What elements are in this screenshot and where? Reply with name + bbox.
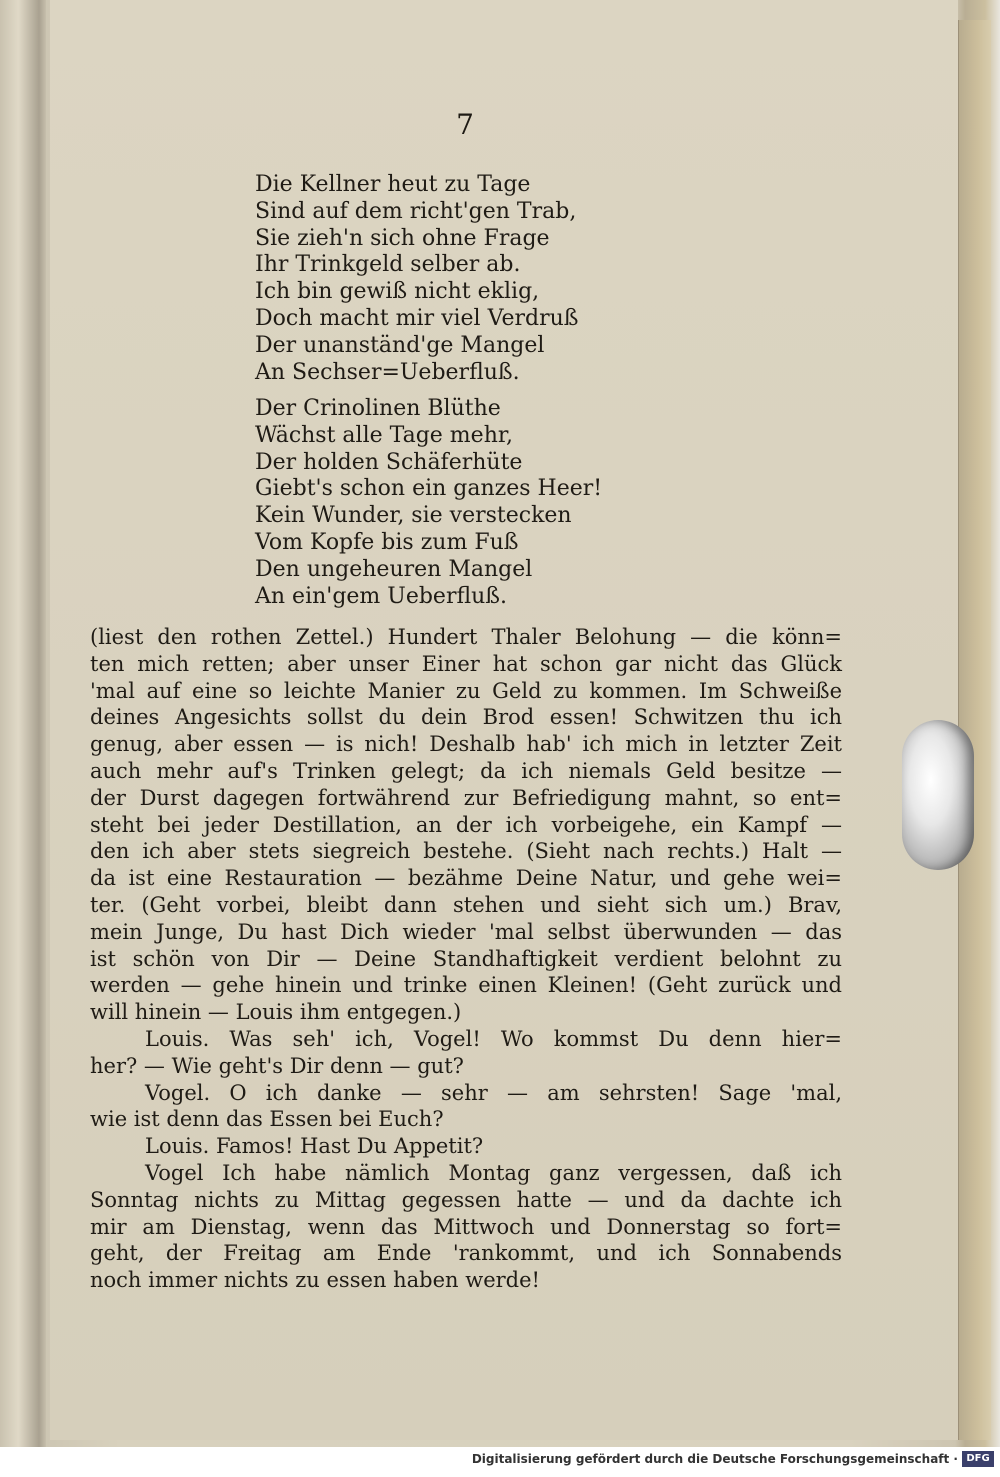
page-number: 7: [456, 108, 474, 141]
paper-clip: [902, 720, 974, 870]
prose-block: [90, 624, 842, 1294]
prose-line: 'mal auf eine so leichte Manier zu Geld zu kommen. Im Schweiße: [90, 678, 842, 703]
dialogue-line: Louis. Was seh' ich, Vogel! Wo kommst Du denn hier=: [145, 1026, 842, 1051]
verse-stanza-2: [255, 396, 675, 610]
prose-line: wie ist denn das Essen bei Euch?: [90, 1107, 444, 1132]
prose-line: den ich aber stets siegreich bestehe. (Sieht nach rechts.) Halt —: [90, 839, 842, 864]
prose-line: mir am Dienstag, wenn das Mittwoch und Donnerstag so fort=: [90, 1214, 842, 1239]
verse-line: Der Crinolinen Blüthe: [255, 396, 501, 421]
dialogue-line: Louis. Famos! Hast Du Appetit?: [145, 1134, 484, 1159]
verse-line: Sind auf dem richt'gen Trab,: [255, 198, 577, 224]
prose-line: da ist eine Restauration — bezähme Deine Natur, und gehe wei=: [90, 866, 842, 891]
prose-line: mein Junge, Du hast Dich wieder 'mal selbst überwunden — das: [90, 919, 842, 944]
verse-line: An ein'gem Ueberfluß.: [255, 583, 507, 609]
verse-line: Ich bin gewiß nicht eklig,: [255, 279, 540, 305]
funding-credit: Digitalisierung gefördert durch die Deutsche Forschungsgemeinschaft ·: [471, 1452, 958, 1466]
verse-line: An Sechser=Ueberfluß.: [255, 359, 520, 385]
prose-line: ist schön von Dir — Deine Standhaftigkeit verdient belohnt zu: [90, 946, 842, 971]
verse-line: Den ungeheuren Mangel: [255, 556, 533, 582]
prose-line: noch immer nichts zu essen haben werde!: [90, 1268, 540, 1293]
verse-line: Ihr Trinkgeld selber ab.: [255, 252, 521, 278]
dfg-logo: DFG: [962, 1451, 994, 1467]
verse-line: Doch macht mir viel Verdruß: [255, 305, 579, 331]
verse-line: Wächst alle Tage mehr,: [255, 422, 513, 448]
verse-stanza-1: [255, 172, 675, 386]
left-page-gutter: [0, 0, 46, 1477]
verse-line: Sie zieh'n sich ohne Frage: [255, 225, 550, 251]
dialogue-line: Vogel Ich habe nämlich Montag ganz vergessen, daß ich: [145, 1160, 842, 1185]
prose-line: Sonntag nichts zu Mittag gegessen hatte — und da dachte ich: [90, 1187, 842, 1212]
prose-line: will hinein — Louis ihm entgegen.): [90, 1000, 462, 1025]
verse-line: Der unanständ'ge Mangel: [255, 332, 545, 358]
prose-line: (liest den rothen Zettel.) Hundert Thaler Belohung — die könn=: [90, 625, 842, 649]
prose-line: auch mehr auf's Trinken gelegt; da ich niemals Geld besitze —: [90, 758, 842, 783]
prose-line: genug, aber essen — is nich! Deshalb hab' ich mich in letzter Zeit: [90, 732, 842, 757]
verse-line: Der holden Schäferhüte: [255, 449, 523, 475]
verse-line: Kein Wunder, sie verstecken: [255, 503, 572, 529]
prose-line: der Durst dagegen fortwährend zur Befriedigung mahnt, so ent=: [90, 785, 842, 810]
dialogue-line: Vogel. O ich danke — sehr — am sehrsten! Sage 'mal,: [145, 1080, 842, 1105]
verse-line: Giebt's schon ein ganzes Heer!: [255, 476, 603, 502]
prose-line: werden — gehe hinein und trinke einen Kleinen! (Geht zurück und: [90, 973, 842, 998]
prose-line: ten mich retten; aber unser Einer hat schon gar nicht das Glück: [90, 651, 842, 676]
verse-line: Die Kellner heut zu Tage: [255, 172, 531, 197]
prose-line: deines Angesichts sollst du dein Brod essen! Schwitzen thu ich: [90, 705, 842, 730]
prose-line: her? — Wie geht's Dir denn — gut?: [90, 1053, 464, 1078]
prose-line: geht, der Freitag am Ende 'rankommt, und ich Sonnabends: [90, 1241, 842, 1266]
prose-line: ter. (Geht vorbei, bleibt dann stehen und sieht sich um.) Brav,: [90, 892, 842, 917]
prose-line: steht bei jeder Destillation, an der ich vorbeigehe, ein Kampf —: [90, 812, 842, 837]
verse-line: Vom Kopfe bis zum Fuß: [255, 529, 519, 555]
